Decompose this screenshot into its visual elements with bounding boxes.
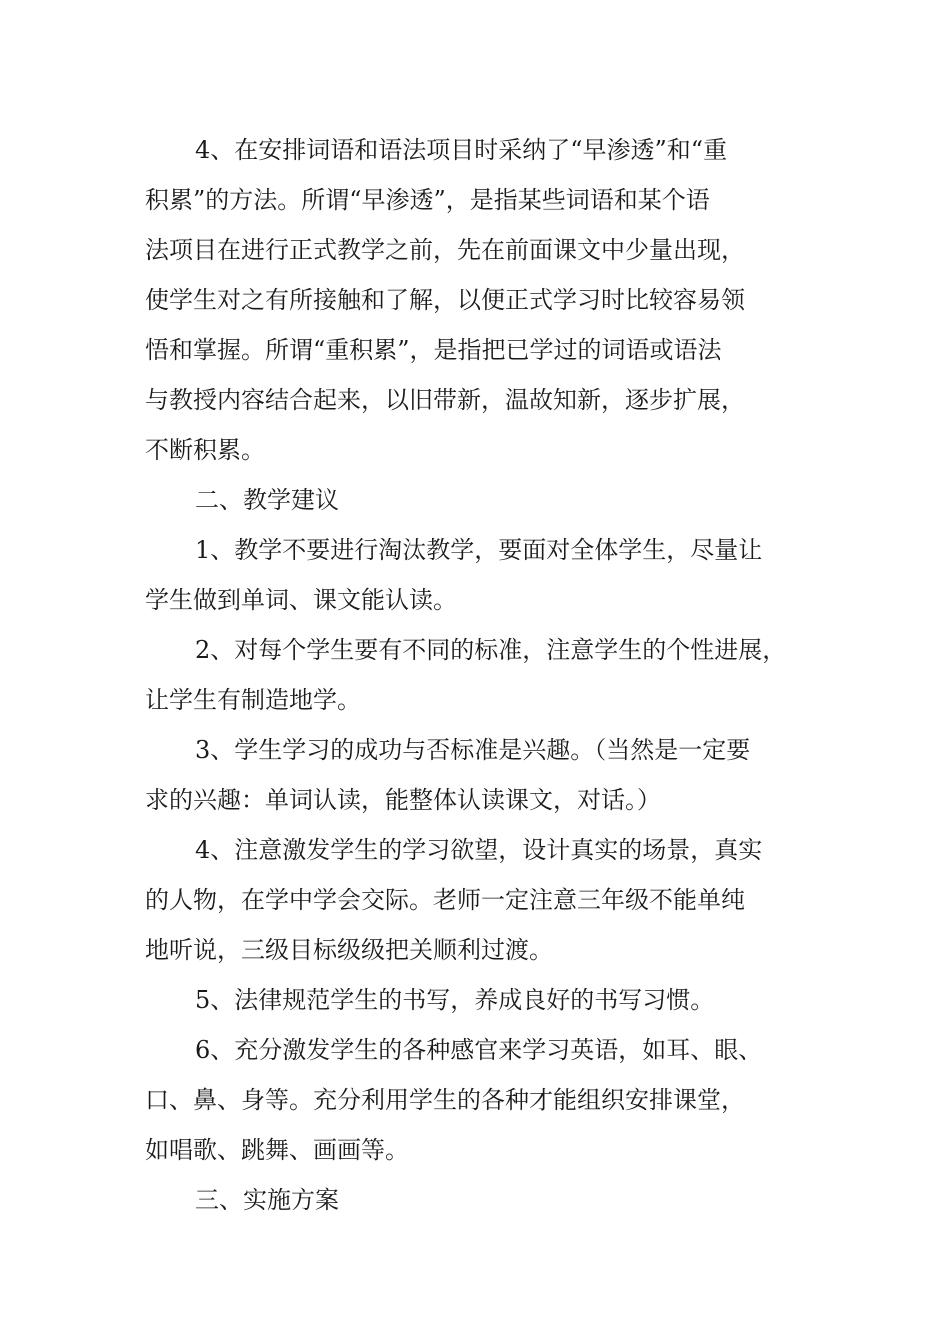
text-line: 2、对每个学生要有不同的标准，注意学生的个性进展， <box>195 636 787 664</box>
text-line: 求的兴趣：单词认读，能整体认读课文，对话。） <box>145 786 661 814</box>
section-heading: 二、教学建议 <box>195 486 339 514</box>
text-line: 法项目在进行正式教学之前，先在前面课文中少量出现， <box>145 236 745 264</box>
text-line: 5、法律规范学生的书写，养成良好的书写习惯。 <box>195 986 715 1014</box>
text-line: 学生做到单词、课文能认读。 <box>145 586 457 614</box>
text-line: 积累”的方法。所谓“早渗透”，是指某些词语和某个语 <box>145 186 710 214</box>
text-line: 6、充分激发学生的各种感官来学习英语，如耳、眼、 <box>195 1036 763 1064</box>
text-line: 1、教学不要进行淘汰教学，要面对全体学生，尽量让 <box>195 536 763 564</box>
text-line: 悟和掌握。所谓“重积累”，是指把已学过的词语或语法 <box>145 336 722 364</box>
text-line: 与教授内容结合起来，以旧带新，温故知新，逐步扩展， <box>145 386 745 414</box>
text-line: 的人物，在学中学会交际。老师一定注意三年级不能单纯 <box>145 886 745 914</box>
text-line: 4、在安排词语和语法项目时采纳了“早渗透”和“重 <box>195 136 728 164</box>
text-line: 使学生对之有所接触和了解，以便正式学习时比较容易领 <box>145 286 745 314</box>
text-line: 4、注意激发学生的学习欲望，设计真实的场景，真实 <box>195 836 763 864</box>
text-line: 如唱歌、跳舞、画画等。 <box>145 1136 409 1164</box>
text-line: 不断积累。 <box>145 436 265 464</box>
document-body <box>145 125 815 1225</box>
text-line: 让学生有制造地学。 <box>145 686 361 714</box>
text-line: 口、鼻、身等。充分利用学生的各种才能组织安排课堂， <box>145 1086 745 1114</box>
text-line: 地听说，三级目标级级把关顺利过渡。 <box>145 936 553 964</box>
text-line: 3、学生学习的成功与否标准是兴趣。（当然是一定要 <box>195 736 751 764</box>
section-heading: 三、实施方案 <box>195 1186 339 1214</box>
